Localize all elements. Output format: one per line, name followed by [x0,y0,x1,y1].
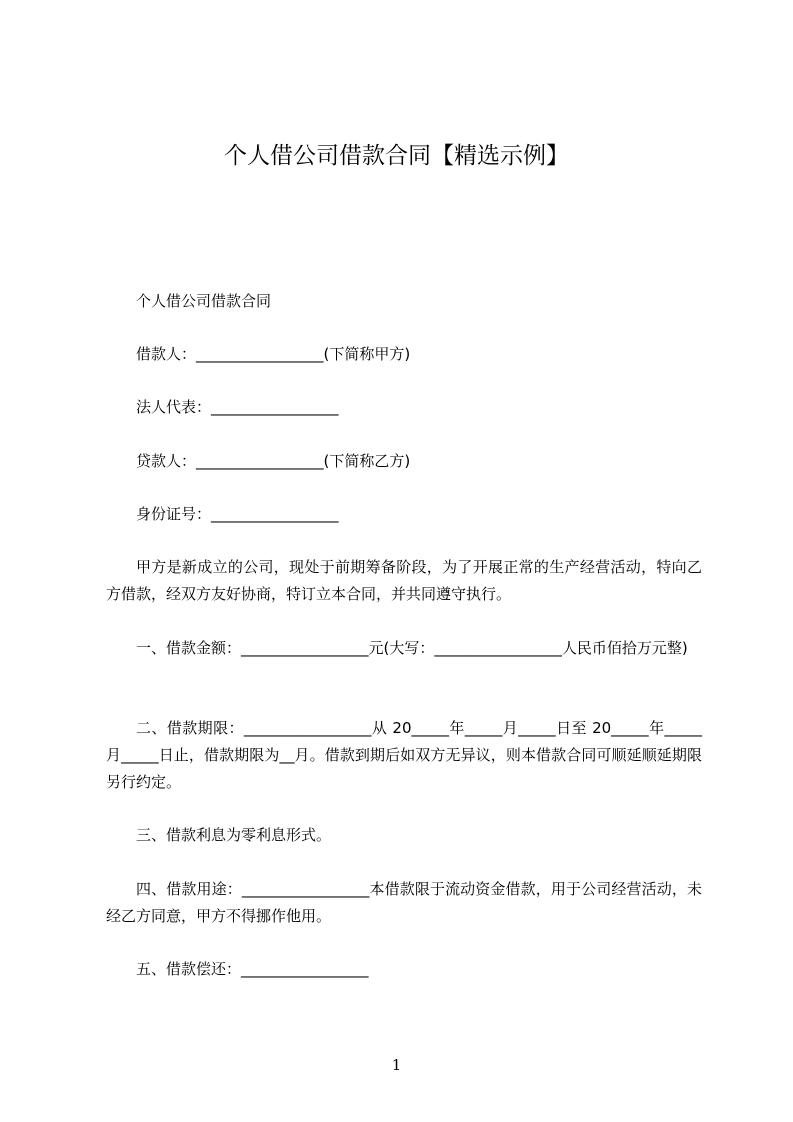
paragraph-preamble: 甲方是新成立的公司，现处于前期筹备阶段，为了开展正常的生产经营活动，特向乙方借款，经双方友好协商，特订立本合同，并共同遵守执行。 [106,558,702,603]
page-number: 1 [391,1056,402,1074]
paragraph-clause-4-purpose: 四、借款用途：_________________本借款限于流动资金借款，用于公司经营活动，未经乙方同意，甲方不得挪作他用。 [106,880,702,925]
paragraph-clause-3-interest: 三、借款利息为零利息形式。 [136,826,332,844]
paragraph-borrower: 借款人：_________________(下简称甲方) [136,345,411,363]
paragraph-id-number: 身份证号：_________________ [136,505,339,523]
paragraph-legal-representative: 法人代表：_________________ [136,398,339,416]
paragraph-clause-2-term: 二、借款期限：_________________从 20_____年_____月_____日至 20_____年_____月_____日止，借款期限为__月。借款到期后如双方无异议，则本借款合同可顺延顺延期限另行约定。 [106,719,702,791]
paragraph-clause-5-repayment: 五、借款偿还：_________________ [136,960,369,978]
paragraph-clause-1-amount: 一、借款金额：_________________元(大写：_________________人民币佰拾万元整) [136,639,688,657]
document-title: 个人借公司借款合同【精选示例】 [224,143,569,169]
paragraph-lender: 贷款人：_________________(下简称乙方) [136,452,411,470]
paragraph-contract-name: 个人借公司借款合同 [136,292,272,310]
